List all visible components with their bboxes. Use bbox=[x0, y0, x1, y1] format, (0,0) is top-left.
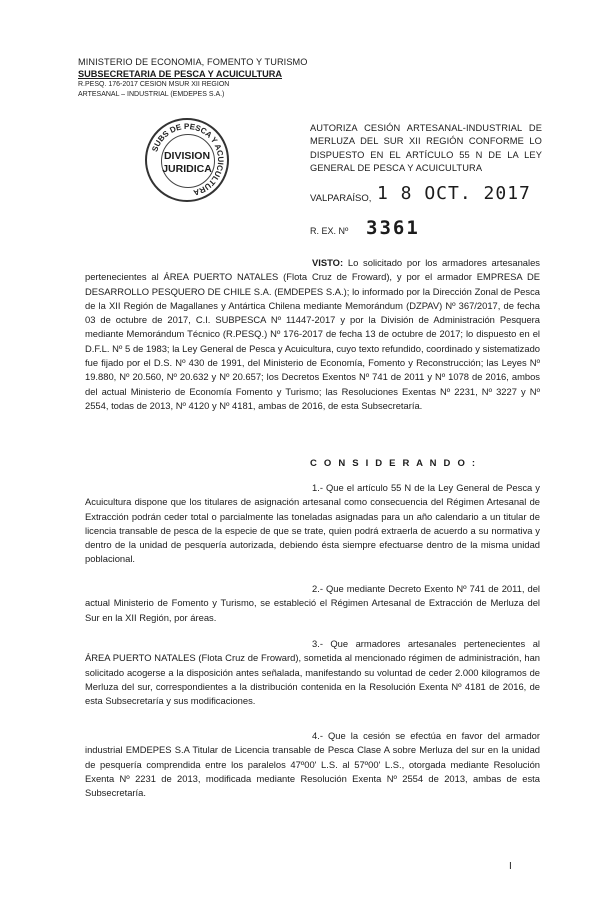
svg-text:SUBS DE PESCA Y ACUICULTURA: SUBS DE PESCA Y ACUICULTURA bbox=[150, 121, 226, 198]
visto-text: Lo solicitado por los armadores artesanales pertenecientes al ÁREA PUERTO NATALES (Flota Cruz de Froward), y por el armador EMPRESA DE DESARROLLO PESQUERO DE CHILE S.A. (EMDEPES S.A.); lo informado por la Dirección Zonal de Pesca de la XII Región de Magallanes y Antártica Chilena mediante Memorándum (DZPAV) Nº 367/2017, de fecha 03 de octubre de 2017, C.I. SUBPESCA Nº 11447-2017 y por la División de Administración Pesquera mediante Memorándum Técnico (R.PESQ.) Nº 176-2017 de fecha 13 de octubre de 2017; lo dispuesto en el D.F.L. Nº 5 de 1983; la Ley General de Pesca y Acuicultura, cuyo texto refundido, coordinado y sistematizado fue fijado por el D.S. Nº 430 de 1991, del Ministerio de Economía, Fomento y Reconstrucción; las Leyes Nº 19.880, Nº 20.560, Nº 20.632 y Nº 20.657; los Decretos Exentos Nº 741 de 2011 y Nº 1078 de 2016, ambos del actual Ministerio de Economía Fomento y Turismo; las Resoluciones Exentas Nº 2231, Nº 3227 y Nº 2554, todas de 2013, Nº 4120 y Nº 4181, ambas de 2016, de esta Subsecretaría. bbox=[85, 257, 540, 411]
stamp-line-juridica: JURIDICA bbox=[162, 163, 212, 175]
file-reference-detail: ARTESANAL – INDUSTRIAL (EMDEPES S.A.) bbox=[78, 91, 225, 98]
visto-label: VISTO: bbox=[312, 257, 344, 268]
resolution-subject: AUTORIZA CESIÓN ARTESANAL-INDUSTRIAL DE MERLUZA DEL SUR XII REGIÓN CONFORME LO DISPUESTO EN EL ARTÍCULO 55 N DE LA LEY GENERAL DE PESCA Y ACUICULTURA bbox=[310, 123, 542, 174]
file-reference: R.PESQ. 176-2017 CESION MSUR XII REGION bbox=[78, 81, 230, 88]
date-stamp: 1 8 OCT. 2017 bbox=[377, 183, 531, 204]
page-mark: I bbox=[509, 861, 512, 872]
considerando-4: 4.- Que la cesión se efectúa en favor del armador industrial EMDEPES S.A Titular de Licencia transable de Pesca Clase A sobre Merluza del sur en la unidad de pesquería comprendida entre los paralelos 47º00' L.S. al 57º00' L.S., otorgada mediante Resolución Exenta Nº 2231 de 2013, modificada mediante Resolución Exenta Nº 2554 de 2013, ambas de esta Subsecretaría. bbox=[85, 730, 540, 799]
subsecretariat-name: SUBSECRETARIA DE PESCA Y ACUICULTURA bbox=[78, 69, 283, 79]
letterhead bbox=[78, 56, 308, 100]
division-stamp bbox=[145, 118, 229, 202]
resolution-number: 3361 bbox=[366, 217, 420, 239]
visto-paragraph bbox=[85, 256, 540, 413]
considerando-3: 3.- Que armadores artesanales pertenecientes al ÁREA PUERTO NATALES (Flota Cruz de Froward), sometida al mencionado régimen de administración, han solicitado acogerse a la disposición antes señalada, manifestando su voluntad de ceder 2.000 kilogramos de Merluza del sur, correspondientes a la distribución contenida en la Resolución Exenta Nº 4181 de 2016, de esta Subsecretaría y sus modificaciones. bbox=[85, 638, 540, 707]
place-label: VALPARAÍSO, bbox=[310, 193, 372, 204]
considerando-1: 1.- Que el artículo 55 N de la Ley General de Pesca y Acuicultura dispone que los titulares de asignación artesanal como consecuencia del Régimen Artesanal de Extracción podrán ceder total o parcialmente las toneladas asignadas para un año calendario a un titular de licencia transable de pesca de la especie de que se trate, quien podrá extraerla de acuerdo a su normativa y dentro de la unidad de pesquería autorizada, debiendo ésta siempre efectuarse dentro de la misma unidad poblacional. bbox=[85, 482, 540, 565]
resolution-number-label: R. EX. Nº bbox=[310, 226, 349, 236]
ministry-name: MINISTERIO DE ECONOMIA, FOMENTO Y TURISMO bbox=[78, 57, 308, 67]
stamp-line-division: DIVISION bbox=[163, 150, 211, 162]
considerando-2: 2.- Que mediante Decreto Exento Nº 741 de 2011, del actual Ministerio de Fomento y Turismo, se estableció el Régimen Artesanal de Extracción de Merluza del Sur en la XII Región, por áreas. bbox=[85, 583, 540, 623]
considerando-heading: C O N S I D E R A N D O : bbox=[310, 458, 478, 469]
